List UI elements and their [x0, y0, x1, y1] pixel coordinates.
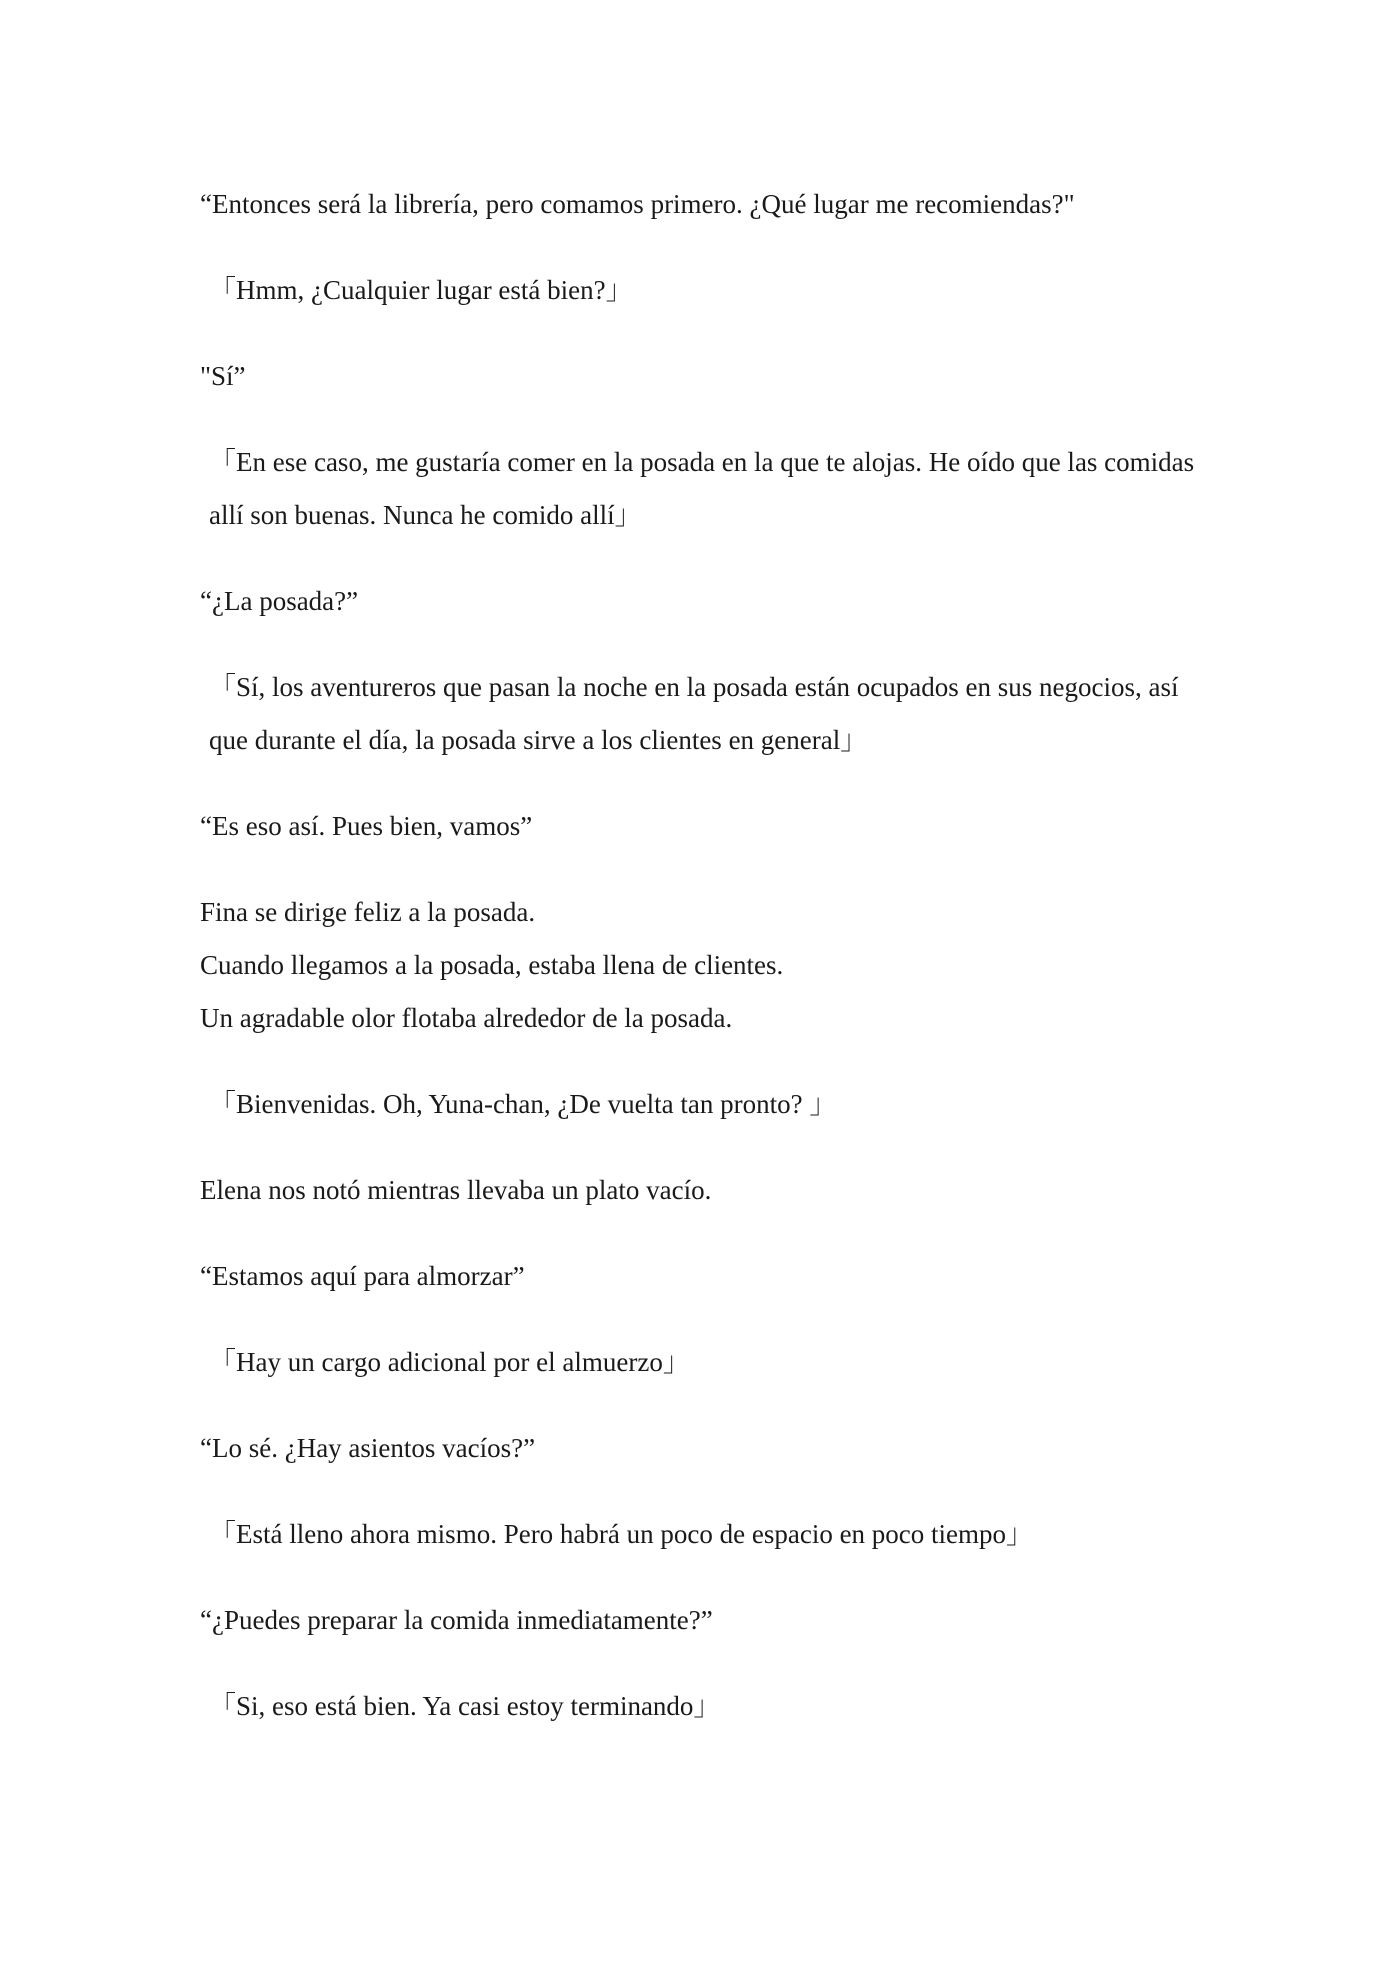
paragraph	[200, 1078, 1220, 1131]
text-line: 「Hay un cargo adicional por el almuerzo」	[209, 1347, 690, 1377]
paragraph	[200, 178, 1220, 231]
text-line: “Lo sé. ¿Hay asientos vacíos?”	[200, 1433, 536, 1463]
text-line: “¿La posada?”	[200, 586, 359, 616]
paragraph	[200, 264, 1220, 317]
text-line: “Es eso así. Pues bien, vamos”	[200, 811, 533, 841]
paragraph	[200, 1508, 1220, 1561]
paragraph	[200, 1594, 1220, 1647]
text-line: Elena nos notó mientras llevaba un plato vacío.	[200, 1175, 712, 1205]
text-line: “Estamos aquí para almorzar”	[200, 1261, 525, 1291]
text-line: “¿Puedes preparar la comida inmediatamente?”	[200, 1605, 713, 1635]
text-line: Cuando llegamos a la posada, estaba llena de clientes.	[200, 950, 784, 980]
text-line: “Entonces será la librería, pero comamos primero. ¿Qué lugar me recomiendas?"	[200, 189, 1075, 219]
text-line: 「Si, eso está bien. Ya casi estoy terminando」	[209, 1691, 721, 1721]
paragraph	[200, 350, 1220, 403]
paragraph	[200, 1422, 1220, 1475]
paragraph	[200, 1336, 1220, 1389]
paragraph	[200, 886, 1220, 1045]
paragraph	[200, 436, 1220, 542]
paragraph	[200, 1680, 1220, 1733]
text-line: Fina se dirige feliz a la posada.	[200, 897, 536, 927]
text-line: 「Sí, los aventureros que pasan la noche en la posada están ocupados en sus negocios, así que durante el día, la posada sirve a los clientes en general」	[209, 672, 1179, 755]
text-line: 「Hmm, ¿Cualquier lugar está bien?」	[209, 275, 633, 305]
text-line: 「Bienvenidas. Oh, Yuna-chan, ¿De vuelta tan pronto? 」	[209, 1089, 837, 1119]
text-line: 「Está lleno ahora mismo. Pero habrá un poco de espacio en poco tiempo」	[209, 1519, 1034, 1549]
paragraph	[200, 1164, 1220, 1217]
paragraph	[200, 575, 1220, 628]
document-body	[200, 178, 1220, 1766]
paragraph	[200, 1250, 1220, 1303]
paragraph	[200, 661, 1220, 767]
text-line: 「En ese caso, me gustaría comer en la posada en la que te alojas. He oído que las comidas allí son buenas. Nunca he comido allí」	[209, 447, 1195, 530]
text-line: "Sí”	[200, 361, 246, 391]
text-line: Un agradable olor flotaba alrededor de la posada.	[200, 1003, 733, 1033]
paragraph	[200, 800, 1220, 853]
